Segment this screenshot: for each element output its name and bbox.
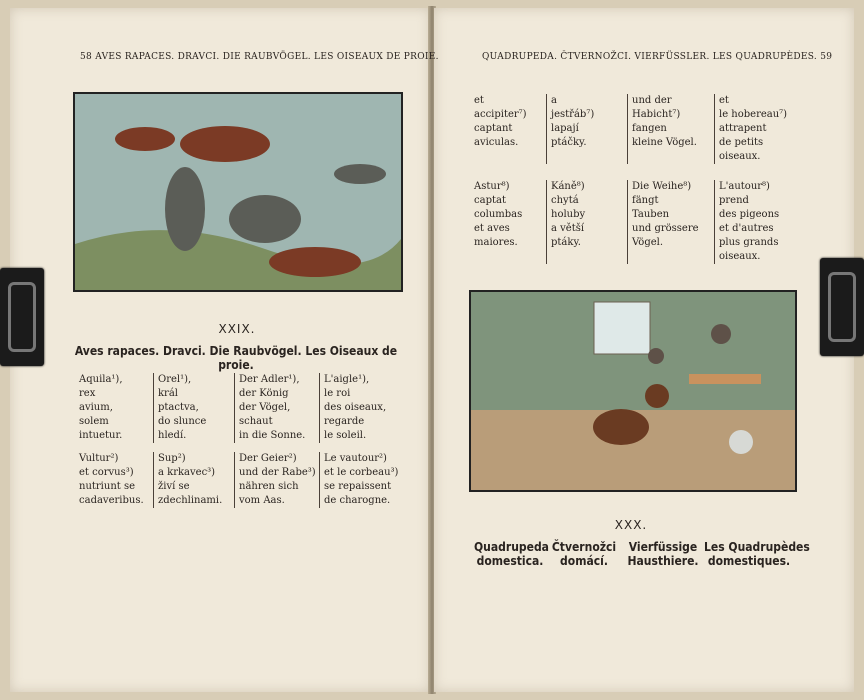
entry-row-4 <box>470 180 805 264</box>
entry-german: Der Adler¹), der König der Vögel, schaut in die Sonne. <box>234 373 319 443</box>
domestic-animals-illustration <box>469 290 797 492</box>
entry-latin: Aquila¹), rex avium, solem intuetur. <box>79 374 123 441</box>
section-number-xxx: XXX. <box>614 518 648 532</box>
birds-of-prey-illustration <box>73 92 403 292</box>
entry-german: Der Geier²) und der Rabe³) nähren sich vom Aas. <box>234 452 319 508</box>
binder-clip-left <box>0 268 44 366</box>
section-title-french: Les Quadrupèdes domestiques. <box>704 540 810 568</box>
entry-czech: Káně⁸) chytá holuby a větší ptáky. <box>546 180 627 264</box>
section-title-xxix: Aves rapaces. Dravci. Die Raubvögel. Les Oiseaux de proie. <box>74 344 398 372</box>
section-number-xxix: XXIX. <box>218 322 256 336</box>
binder-clip-right <box>820 258 864 356</box>
entry-czech: Orel¹), král ptactva, do slunce hledí. <box>153 373 234 443</box>
entry-french: L'autour⁸) prend des pigeons et d'autres plus grands oiseaux. <box>714 180 805 264</box>
entry-german: Die Weihe⁸) fängt Tauben und grössere Vögel. <box>627 180 714 264</box>
entry-french: L'aigle¹), le roi des oiseaux, regarde le soleil. <box>319 373 408 443</box>
section-title-german: Vierfüssige Hausthiere. <box>627 540 699 568</box>
section-title-xxx <box>474 540 810 568</box>
entry-latin: et accipiter⁷) captant aviculas. <box>474 95 527 148</box>
entry-row-3 <box>470 94 805 164</box>
entry-czech: Sup²) a krkavec³) živí se zdechlinami. <box>153 452 234 508</box>
entry-french: Le vautour²) et le corbeau³) se repaissent de charogne. <box>319 452 408 508</box>
entry-latin: Vultur²) et corvus³) nutriunt se cadaveribus. <box>79 453 144 506</box>
entry-row-2 <box>75 452 408 508</box>
right-page-header: QUADRUPEDA. ČTVERNOŽCI. VIERFÜSSLER. LES QUADRUPÈDES. 59 <box>482 52 833 62</box>
section-title-czech: Čtvernožci domácí. <box>551 540 617 568</box>
left-page-header: 58 AVES RAPACES. DRAVCI. DIE RAUBVÖGEL. LES OISEAUX DE PROIE. <box>80 52 439 62</box>
entry-row-1 <box>75 373 408 443</box>
entry-latin: Astur⁸) captat columbas et aves maiores. <box>474 181 523 248</box>
entry-czech: a jestřáb⁷) lapají ptáčky. <box>546 94 627 164</box>
entry-french: et le hobereau⁷) attrapent de petits oiseaux. <box>714 94 805 164</box>
section-title-latin: Quadrupeda domestica. <box>474 540 549 568</box>
entry-german: und der Habicht⁷) fangen kleine Vögel. <box>627 94 714 164</box>
